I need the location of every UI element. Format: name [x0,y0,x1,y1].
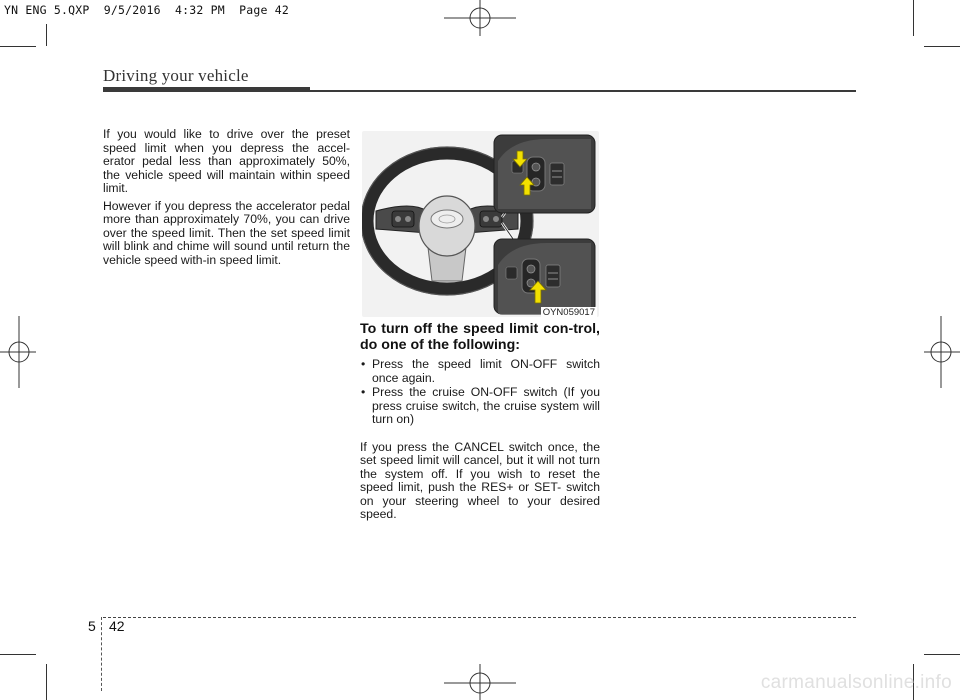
subheading-turn-off: To turn off the speed limit con-trol, do one of the following: [360,321,600,353]
bullet-item [360,358,600,385]
title-rule [310,90,856,92]
registration-mark-icon [444,0,516,36]
figure-caption: OYN059017 [542,307,595,318]
crop-mark [46,664,47,700]
bullet-text: Press the cruise ON-OFF switch (If you press cruise switch, the cruise system will turn on) [372,385,600,426]
registration-mark-icon [0,316,36,388]
crop-mark [924,654,960,655]
watermark: carmanualsonline.info [760,672,952,693]
inset-switch-closeup-top [494,135,595,213]
crop-mark [913,0,914,36]
paragraph-over-limit: However if you depress the accelerator pedal more than approximately 70%, you can drive over the speed limit. Then the set speed limit will blink and chime will sound until return the vehicle speed with-in speed limit. [103,198,350,267]
left-column [103,128,350,271]
bullet-list [360,358,600,427]
page-number-separator [101,617,102,691]
registration-mark-icon [444,664,516,700]
bullet-dot-icon: • [361,357,366,371]
crop-mark [46,24,47,46]
steering-wheel-illustration-icon [362,131,599,317]
inset-switch-closeup-bottom [494,239,595,314]
paragraph-cancel-switch: If you press the CANCEL switch once, the set speed limit will cancel, but it will not turn the system off. If you wish to reset the speed limit, push the RES+ or SET- switch on your steering wheel to your desired speed. [360,439,600,521]
right-column [360,322,600,522]
page-number: 42 [109,618,125,634]
crop-mark [924,46,960,47]
print-slug-header: YN ENG 5.QXP 9/5/2016 4:32 PM Page 42 [4,3,289,17]
crop-mark [0,654,36,655]
footer-rule [103,617,856,618]
steering-wheel-figure [362,131,599,317]
bullet-text: Press the speed limit ON-OFF switch once again. [372,357,600,385]
title-rule-accent [103,87,310,92]
crop-mark [0,46,36,47]
chapter-number: 5 [88,618,96,634]
section-title: Driving your vehicle [103,66,249,85]
bullet-item [360,386,600,427]
bullet-dot-icon: • [361,385,366,399]
paragraph-speed-maintain: If you would like to drive over the preset speed limit when you depress the accel-erator pedal less than approximately 50%, the vehicle speed will maintain within speed limit. [103,127,350,195]
registration-mark-icon [924,316,960,388]
